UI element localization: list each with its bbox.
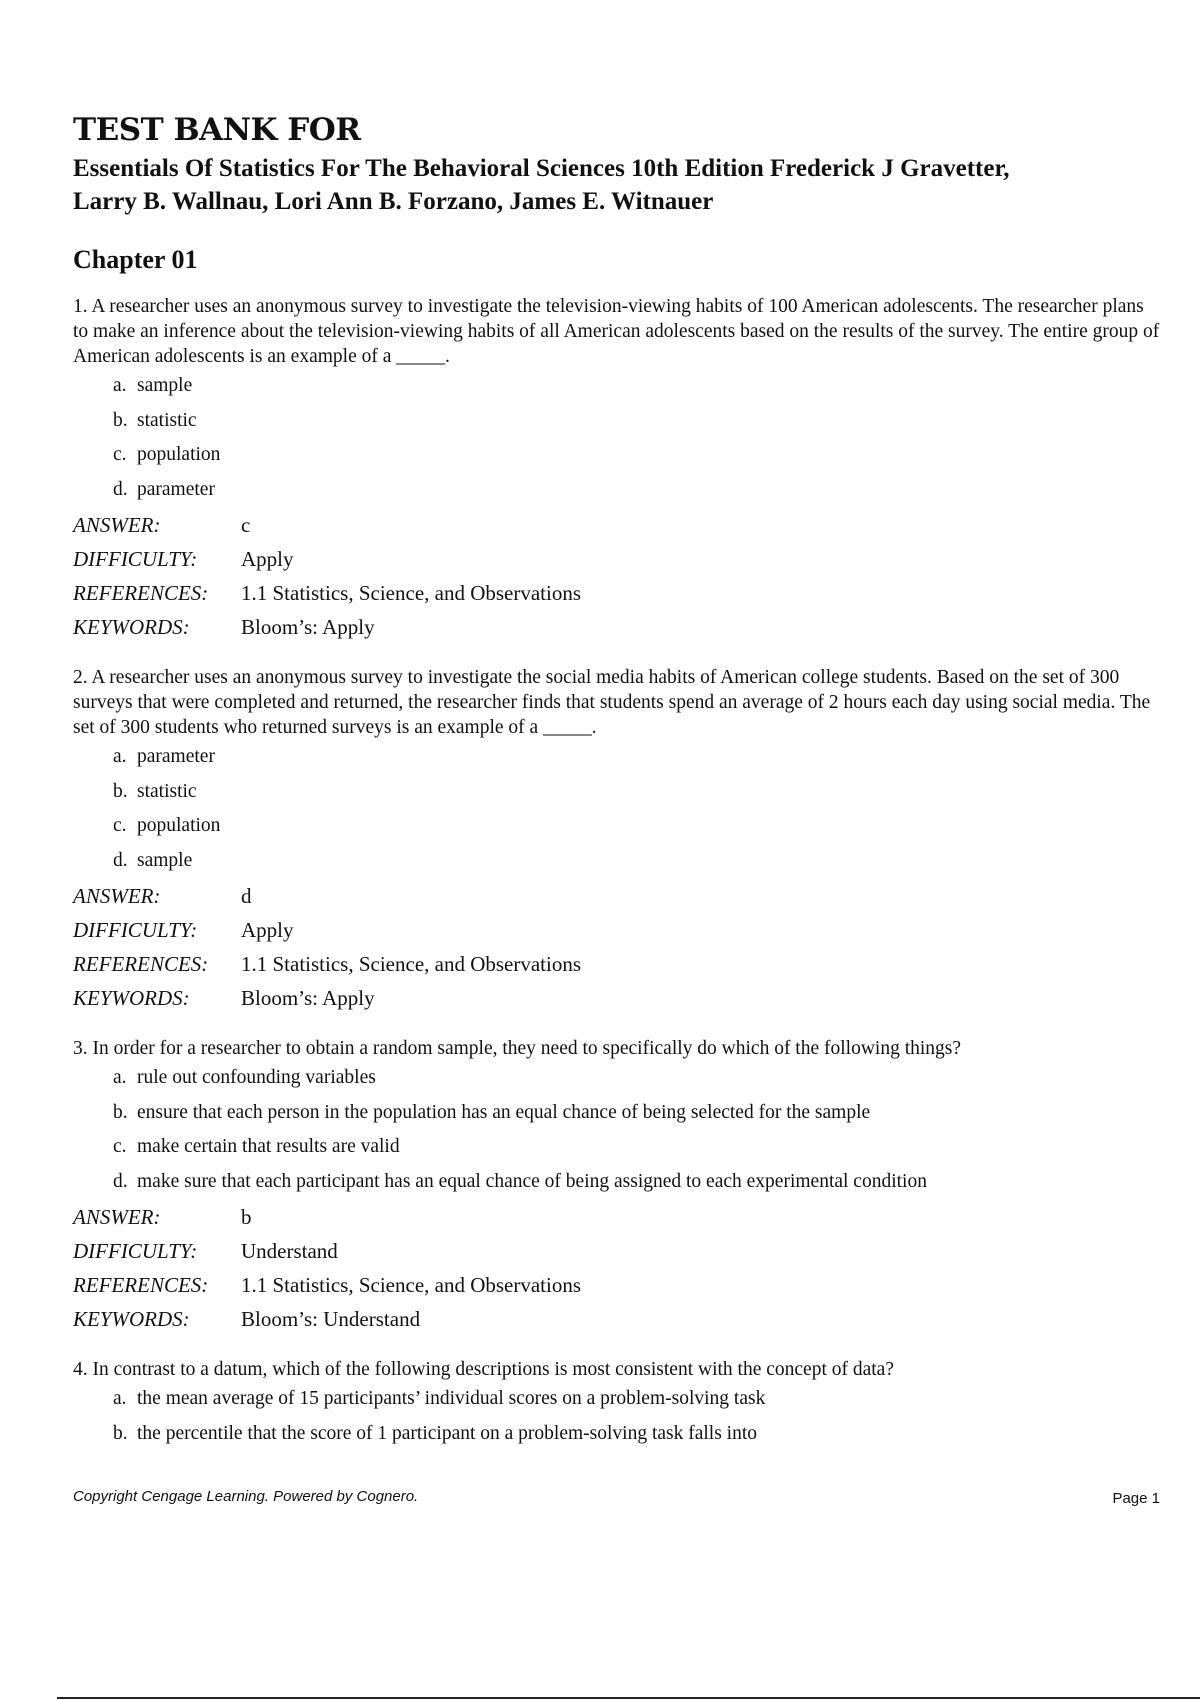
keywords-row: KEYWORDS: Bloom’s: Apply [73,613,1163,647]
references-value: 1.1 Statistics, Science, and Observations [241,581,582,605]
option-d: d. sample [113,849,193,871]
question-text: 2. A researcher uses an anonymous survey to investigate the social media habits of American college students. Based on the set of 300 surveys that were completed and returned, the researcher finds that students spend an average of 2 hours each day using social media. The set of 300 students who returned surveys is an example of a _____. [73,667,1151,738]
question-metadata [73,511,1163,647]
option-c: c. population [113,444,221,465]
option-a: a. the mean average of 15 participants’ individual scores on a problem-solving task [113,1388,766,1409]
references-value: 1.1 Statistics, Science, and Observations [241,952,582,976]
test-bank-banner: TEST BANK FOR [73,112,361,148]
difficulty-row: DIFFICULTY: Apply [73,916,1163,950]
answer-row: ANSWER: b [73,1203,1163,1237]
option-a: a. rule out confounding variables [113,1067,376,1088]
difficulty-value: Understand [241,1239,338,1263]
question-text: 4. In contrast to a datum, which of the following descriptions is most consistent with the concept of data? [73,1359,894,1380]
keywords-value: Bloom’s: Apply [241,615,375,639]
difficulty-value: Apply [241,547,294,571]
book-title-line-1: Essentials Of Statistics For The Behavioral Sciences 10th Edition Frederick J Gravetter, [73,155,1010,182]
references-row: REFERENCES: 1.1 Statistics, Science, and Observations [73,1271,1163,1305]
question-metadata [73,1203,1163,1339]
references-row: REFERENCES: 1.1 Statistics, Science, and Observations [73,579,1163,613]
option-list [73,1065,1163,1203]
option-a: a. sample [113,375,193,396]
keywords-value: Bloom’s: Apply [241,986,375,1010]
question-text: 1. A researcher uses an anonymous survey to investigate the television-viewing habits of 100 American adolescents. The researcher plans to make an inference about the television-viewing habits of all American adolescents based on the results of the survey. The entire group of American adolescents is an example of a _____. [73,296,1160,367]
question-1 [73,294,1163,647]
difficulty-value: Apply [241,918,294,942]
page-number: Page 1 [1112,1490,1160,1507]
question-3 [73,1036,1163,1339]
answer-value: b [241,1205,252,1229]
option-a: a. parameter [113,746,215,767]
answer-value: d [241,884,252,908]
question-text: 3. In order for a researcher to obtain a random sample, they need to specifically do which of the following things? [73,1038,962,1059]
option-b: b. ensure that each person in the population has an equal chance of being selected for the sample [113,1101,871,1123]
bottom-divider [57,1697,1200,1699]
difficulty-row: DIFFICULTY: Apply [73,545,1163,579]
keywords-value: Bloom’s: Understand [241,1307,421,1331]
question-metadata [73,882,1163,1018]
option-b: b. statistic [113,409,197,431]
option-c: c. make certain that results are valid [113,1136,400,1157]
option-b: b. statistic [113,780,197,802]
references-value: 1.1 Statistics, Science, and Observations [241,1273,582,1297]
question-4 [73,1357,1163,1455]
book-title-line-2: Larry B. Wallnau, Lori Ann B. Forzano, James E. Witnauer [73,188,714,215]
answer-value: c [241,513,251,537]
option-d: d. make sure that each participant has an equal chance of being assigned to each experimental condition [113,1170,927,1192]
question-2 [73,665,1163,1018]
test-bank-page [73,112,1163,1455]
option-b: b. the percentile that the score of 1 participant on a problem-solving task falls into [113,1422,758,1444]
keywords-row: KEYWORDS: Bloom’s: Apply [73,984,1163,1018]
chapter-heading: Chapter 01 [73,245,198,274]
answer-row: ANSWER: c [73,511,1163,545]
difficulty-row: DIFFICULTY: Understand [73,1237,1163,1271]
option-d: d. parameter [113,478,215,500]
answer-row: ANSWER: d [73,882,1163,916]
option-c: c. population [113,815,221,836]
option-list [73,744,1163,882]
option-list [73,1386,1163,1455]
copyright-footer: Copyright Cengage Learning. Powered by Cognero. [73,1488,419,1505]
book-title [73,152,1163,218]
option-list [73,373,1163,511]
keywords-row: KEYWORDS: Bloom’s: Understand [73,1305,1163,1339]
references-row: REFERENCES: 1.1 Statistics, Science, and Observations [73,950,1163,984]
